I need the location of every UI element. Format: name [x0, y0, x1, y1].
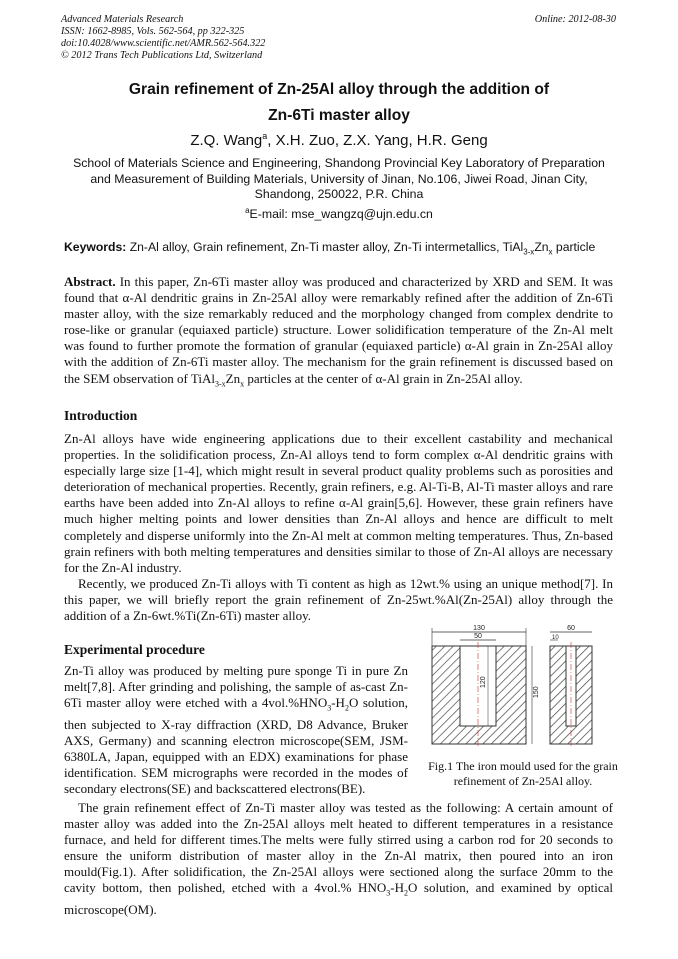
paper-title-line-1: Grain refinement of Zn-25Al alloy through the addition of	[128, 81, 550, 98]
copyright-line: © 2012 Trans Tech Publications Ltd, Switzerland	[61, 50, 263, 61]
dim-150-label: 150	[533, 686, 540, 698]
exp-p2-sub-2: 2	[403, 889, 408, 899]
iron-mould-figure	[424, 624, 620, 750]
exp-p2-text-c: O solution, and examined by optical microscope(OM).	[64, 880, 613, 918]
abstract-sub-2: x	[240, 379, 245, 389]
abstract-label: Abstract.	[64, 274, 116, 289]
introduction-paragraph-1: Zn-Al alloys have wide engineering applications due to their excellent castability and mechanical properties. In the solidification process, Zn-Al alloys tend to form complex α-Al dendritic grains with especially large size [1-4], which might result in several product quality problems such as porosities and deterioration of mechanical properties. Recently, grain refiners, e.g. Al-Ti-B, Al-Ti master alloys and rare earths have been added into Zn-Al alloys to refine α-Al grain[5,6]. However, these grain refiners have much higher melting points and lower densities than Zn-Al alloys and hence are difficult to melt completely and disperse uniformly into the Zn-Al melt at common melting temperatures. Thus, Zn-based grain refiners with both melting temperatures and densities similar to those of Zn-Al alloys are necessary for the Zn-Al industry.	[64, 431, 613, 575]
mould-left-view	[432, 625, 540, 746]
introduction-paragraph-2: Recently, we produced Zn-Ti alloys with Ti content as high as 12wt.% using an unique method[7]. In this paper, we will briefly report the grain refinement of Zn-25wt.%Al(Zn-25Al) alloy through the addition of a Zn-6wt.%Ti(Zn-6Ti) master alloy.	[64, 576, 613, 624]
issn-line: ISSN: 1662-8985, Vols. 562-564, pp 322-325	[61, 26, 245, 37]
abstract-text-2: particles at the center of α-Al grain in Zn-25Al alloy.	[244, 370, 523, 386]
exp-p2-text-a: The grain refinement effect of Zn-Ti master alloy was tested as the following: A certain amount of master alloy was added into the Zn-25Al alloys melt heated to different temperatures in a resistance furnace, and held for different times.The melts were fully stirred using a carbon rod for 20 seconds to ensure the uniform distribution of master alloy in the Zn-Al matrix, then poured into an iron mould(Fig.1). After solidification, the Zn-25Al alloys were sectioned along the surface 20mm to the cavity bottom, then polished, etched with a 4vol.% HNO	[64, 800, 613, 896]
author-list	[40, 131, 638, 149]
online-date: Online: 2012-08-30	[534, 14, 616, 25]
dim-10-label: 10	[552, 635, 559, 641]
doi-line: doi:10.4028/www.scientific.net/AMR.562-564.322	[61, 38, 266, 49]
exp-p2-sub-1: 3	[386, 889, 391, 899]
abstract	[64, 274, 613, 392]
keywords	[64, 240, 595, 256]
exp-p1-text-a: Zn-Ti alloy was produced by melting pure sponge Ti in pure Zn melt[7,8]. After grinding and polishing, the sample of as-cast Zn-6Ti master alloy were etched with a 4vol.%HNO	[64, 663, 408, 711]
dim-120-label: 120	[480, 676, 487, 688]
dim-60-label: 60	[567, 625, 575, 632]
affiliation-line-3: Shandong, 250022, P.R. China	[254, 187, 424, 201]
exp-p2-text-b: -H	[390, 880, 404, 896]
email-text: E-mail: mse_wangzq@ujn.edu.cn	[249, 207, 433, 222]
exp-p1-sub-1: 3	[327, 703, 332, 713]
mould-right-view	[550, 625, 592, 746]
exp-p1-text-c: O solution, then subjected to X-ray diffraction (XRD, D8 Advance, Bruker AXS, Germany) and scanning electron microscope(SEM, JSM-6380LA, Japan, equipped with an EDX) examinations for phase identification. SEM micrographs were recorded in the modes of secondary electrons(SE) and backscattered electrons(BE).	[64, 695, 408, 797]
dim-130-label: 130	[473, 625, 485, 632]
author-rest: , X.H. Zuo, Z.X. Yang, H.R. Geng	[267, 132, 488, 149]
keywords-mid: Zn	[534, 240, 549, 254]
figure-caption: Fig.1 The iron mould used for the grain refinement of Zn-25Al alloy.	[428, 759, 618, 788]
experimental-paragraph-2	[64, 800, 613, 918]
abstract-sub-1: 3-x	[214, 379, 226, 389]
keywords-label: Keywords:	[64, 240, 127, 254]
affiliation-line-1: School of Materials Science and Engineering, Shandong Provincial Key Laboratory of Preparation	[73, 156, 605, 170]
dim-50-label: 50	[474, 633, 482, 640]
affiliation	[40, 156, 638, 203]
journal-name: Advanced Materials Research	[61, 14, 184, 25]
journal-header	[61, 14, 265, 62]
abstract-text-1: In this paper, Zn-6Ti master alloy was produced and characterized by XRD and SEM. It was found that α-Al dendritic grains in Zn-25Al alloy were remarkably refined after the addition of Zn-6Ti master alloy, with the size remarkably reduced and the morphology changed from complex dendrite to rose-like or granular (equiaxed particle) structure. Lower solidification temperature of the Zn-Al melt was found to further promote the formation of granular (equiaxed particle) α-Al grain in Zn-25Al alloy with the addition of Zn-6Ti master alloy. The mechanism for the grain refinement is discussed based on the SEM observation of TiAl	[64, 274, 613, 386]
keywords-sub-1: 3-x	[523, 247, 535, 257]
abstract-mid: Zn	[225, 370, 241, 386]
email-sup: a	[245, 206, 250, 215]
keywords-end: particle	[552, 240, 596, 254]
paper-title-line-2: Zn-6Ti master alloy	[268, 107, 410, 124]
experimental-heading: Experimental procedure	[64, 642, 205, 657]
keywords-text: Zn-Al alloy, Grain refinement, Zn-Ti master alloy, Zn-Ti intermetallics, TiAl	[126, 240, 524, 254]
exp-p1-text-b: -H	[331, 695, 345, 711]
affiliation-line-2: and Measurement of Building Materials, University of Jinan, No.106, Jiwei Road, Jinan City,	[90, 171, 588, 186]
exp-p1-sub-2: 2	[344, 703, 349, 713]
experimental-paragraph-1	[64, 663, 408, 797]
author-first-sup: a	[262, 131, 268, 141]
keywords-sub-2: x	[548, 247, 553, 257]
introduction-heading: Introduction	[64, 408, 138, 423]
author-first: Z.Q. Wang	[190, 132, 263, 149]
author-email	[40, 206, 638, 221]
